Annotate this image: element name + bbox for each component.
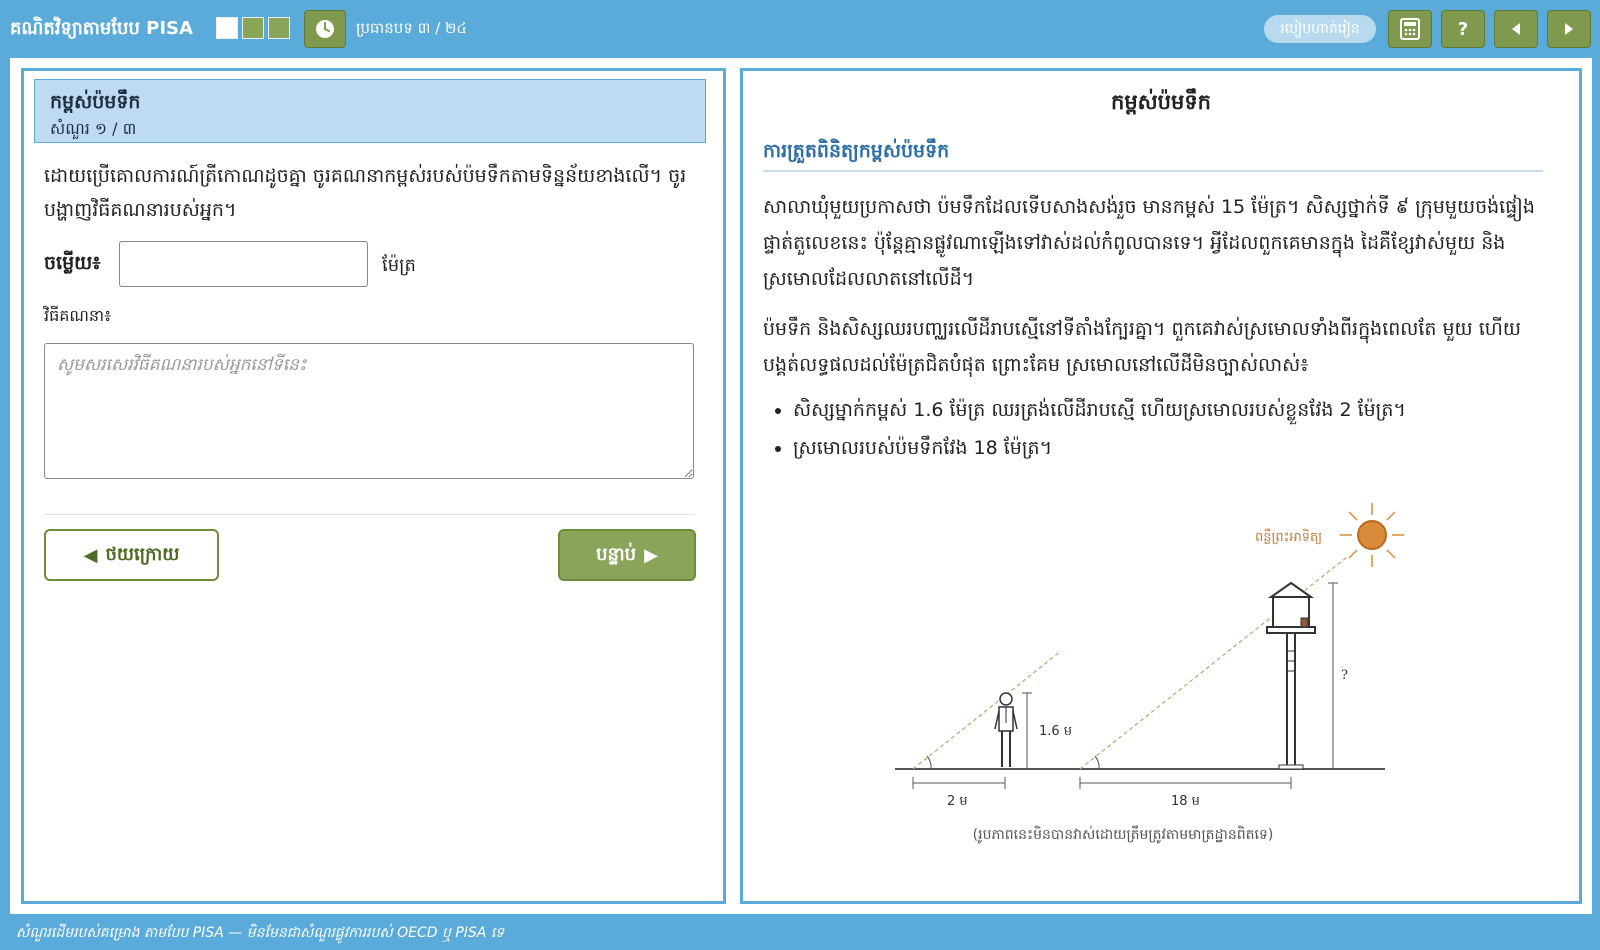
previous-button[interactable] [1494, 10, 1538, 48]
tower-height-label: ? [1341, 668, 1348, 683]
next-page-button[interactable] [1547, 10, 1591, 48]
next-button[interactable] [558, 529, 696, 581]
subtitle-rule [763, 170, 1543, 172]
footer-bar [0, 914, 1600, 950]
sun-icon [1340, 503, 1404, 567]
help-button[interactable] [1441, 10, 1485, 48]
help-link[interactable]: របៀបហាត់រៀន [1264, 15, 1376, 43]
stimulus-paragraph-1: សាលាឃុំមួយប្រកាសថា ប៉មទឹកដែលទើបសាងសង់រួច មានកម្ពស់ 15 ម៉ែត្រ។ សិស្សថ្នាក់ទី ៩ ក្រុមមួយចង់ផ្ទៀងផ្ទាត់តួលេខនេះ ប៉ុន្តែគ្មានផ្លូវណាឡើងទៅវាស់ដល់កំពូលបានទេ។ អ្វីដែលពួកគេមានក្នុង ដៃគឺខ្សែវាស់មួយ និងស្រមោលដែលលាតនៅលើដី។ [763, 196, 1535, 290]
calculator-icon [1400, 18, 1420, 40]
question-text: ដោយប្រើគោលការណ៍ត្រីកោណដូចគ្នា ចូរគណនាកម្ពស់របស់ប៉មទឹកតាមទិន្នន័យខាងលើ។ ចូរបង្ហាញវិធីគណនារបស់អ្នក។ [44, 165, 687, 221]
angle-arc-tower [1095, 756, 1099, 769]
sun-ray-tower [1080, 557, 1347, 769]
divider [44, 514, 694, 515]
short-shadow-label: 2 ម [947, 794, 968, 809]
answer-input[interactable] [119, 241, 368, 287]
app-title: គណិតវិទ្យាតាមបែប PISA [10, 18, 193, 39]
progress-square-3 [268, 17, 290, 39]
triangle-left-icon: ◀ [83, 544, 98, 566]
progress-indicator [216, 17, 290, 39]
question-header [34, 79, 706, 143]
question-mark-icon: ? [1457, 18, 1469, 40]
method-label: វិធីគណនា៖ [44, 306, 112, 325]
top-bar [0, 0, 1600, 58]
progress-square-1 [216, 17, 238, 39]
stimulus-subtitle: ការត្រួតពិនិត្យកម្ពស់ប៉មទឹក [763, 140, 950, 162]
question-title: កម្ពស់ប៉មទឹក [50, 91, 141, 113]
shadow-diagram [743, 501, 1579, 901]
arrow-right-icon [1562, 21, 1576, 37]
progress-square-2 [242, 17, 264, 39]
sun-label: ពន្លឺព្រះអាទិត្យ [1255, 530, 1323, 545]
angle-arc-person [927, 756, 931, 769]
stimulus-panel [740, 68, 1582, 904]
answer-unit: ម៉ែត្រ [382, 255, 416, 276]
footer-text: សំណួរដើមរបស់គម្រោង តាមបែប PISA — មិនមែនជាសំណួរផ្លូវការរបស់ OECD ឬ PISA ទេ [16, 925, 505, 941]
sun-ray-person [913, 651, 1061, 769]
method-textarea[interactable] [44, 343, 694, 479]
stimulus-title: កម្ពស់ប៉មទឹក [1111, 90, 1211, 114]
water-tower [1267, 583, 1315, 769]
stimulus-paragraph-2: ប៉មទឹក និងសិស្សឈរបញ្ឈរលើដីរាបស្មើនៅទីតាំងក្បែរគ្នា។ ពួកគេវាស់ស្រមោលទាំងពីរក្នុងពេលតែ មួយ ហើយបង្គត់លទ្ធផលដល់ម៉ែត្រជិតបំផុត ព្រោះគែម ស្រមោលនៅលើដីមិនច្បាស់លាស់៖ [763, 318, 1521, 376]
clock-icon [314, 18, 336, 40]
person-height-label: 1.6 ម [1039, 724, 1073, 739]
arrow-left-icon [1509, 21, 1523, 37]
bullet-item: • ស្រមោលរបស់ប៉មទឹកវែង 18 ម៉ែត្រ។ [793, 429, 1583, 467]
back-button[interactable] [44, 529, 219, 581]
question-panel [21, 68, 726, 904]
timer-button[interactable] [304, 10, 346, 48]
long-shadow-label: 18 ម [1171, 794, 1200, 809]
back-button-label: ថយក្រោយ [105, 543, 180, 565]
answer-label: ចម្លើយ៖ [44, 252, 101, 274]
diagram-caption: (រូបភាពនេះមិនបានវាស់ដោយត្រឹមត្រូវតាមមាត្រដ្ឋានពិតទេ) [972, 827, 1274, 843]
stimulus-bullets [763, 391, 1583, 467]
question-counter: សំណួរ ១ / ៣ [50, 119, 137, 138]
bullet-item: • សិស្សម្នាក់កម្ពស់ 1.6 ម៉ែត្រ ឈរត្រង់លើដីរាបស្មើ ហើយស្រមោលរបស់ខ្លួនវែង 2 ម៉ែត្រ។ [793, 391, 1583, 429]
student-figure [995, 693, 1017, 767]
next-button-label: បន្ទាប់ [596, 543, 637, 565]
triangle-right-icon: ▶ [644, 544, 658, 566]
calculator-button[interactable] [1388, 10, 1432, 48]
unit-counter: ប្រធានបទ ៣ / ២៤ [356, 19, 467, 37]
